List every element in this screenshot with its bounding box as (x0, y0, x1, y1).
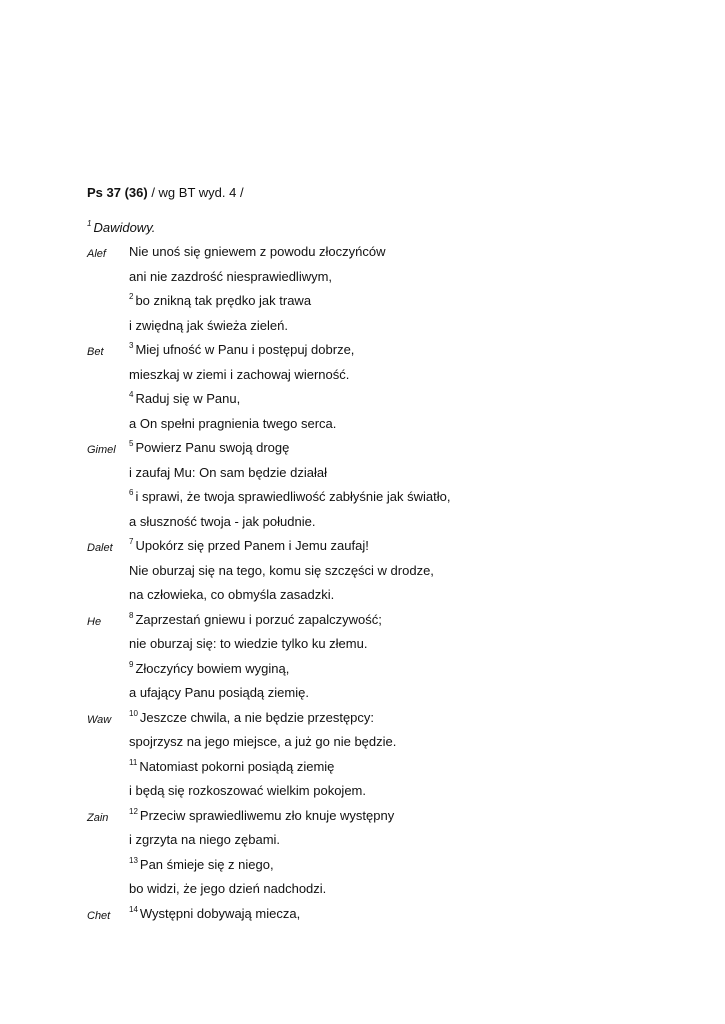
verse-line (0, 855, 725, 880)
hebrew-letter-label: Chet (87, 909, 111, 922)
verse-text (129, 267, 332, 287)
verse-text (129, 683, 309, 703)
hebrew-letter-label: Bet (87, 346, 104, 358)
verse-text (129, 438, 289, 458)
verse-text (129, 855, 274, 875)
verse-line-text: Natomiast pokorni posiądą ziemię (139, 758, 335, 774)
verse-number: 12 (129, 806, 138, 816)
verse-line-text: Miej ufność w Panu i postępuj dobrze, (135, 342, 355, 357)
verse-text (129, 365, 349, 385)
verse-line (0, 659, 725, 684)
verse-text (129, 904, 300, 924)
verse-line (0, 463, 725, 488)
verse-line (0, 806, 725, 831)
hebrew-letter-label: Waw (87, 713, 112, 726)
verse-line (0, 904, 725, 929)
verse-line-text: nie oburzaj się: to wiedzie tylko ku złemu. (129, 636, 368, 651)
verse-number: 14 (129, 904, 138, 914)
psalm-title-bold: Ps 37 (36) (87, 185, 148, 200)
verse-line-text: Raduj się w Panu, (135, 391, 241, 406)
verse-line (0, 585, 725, 610)
verse-line-text: i będą się rozkoszować wielkim pokojem. (129, 783, 366, 798)
psalm-intro (87, 218, 155, 238)
verse-number: 9 (129, 659, 134, 669)
verse-line-text: Upokórz się przed Panem i Jemu zaufaj! (135, 538, 369, 553)
verse-line (0, 389, 725, 414)
verse-text (129, 659, 289, 679)
verse-text (129, 634, 367, 654)
verse-line-text: Powierz Panu swoją drogę (135, 440, 290, 455)
verse-line (0, 757, 725, 782)
verse-number: 8 (129, 610, 134, 620)
verse-line-text: Zaprzestań gniewu i porzuć zapalczywość; (135, 611, 382, 627)
verse-line (0, 316, 725, 341)
verse-number: 3 (129, 341, 134, 350)
verse-line-text: mieszkaj w ziemi i zachowaj wierność. (129, 366, 350, 382)
verse-line-text: Występni dobywają miecza, (139, 905, 301, 921)
verse-line-text: na człowieka, co obmyśla zasadzki. (129, 587, 335, 602)
hebrew-letter-label: Dalet (87, 542, 113, 554)
verse-line (0, 732, 725, 757)
verse-text (129, 242, 386, 262)
verse-line (0, 561, 725, 586)
hebrew-letter-label: Gimel (87, 444, 116, 456)
verse-text (129, 512, 315, 532)
intro-text: Dawidowy. (93, 220, 156, 235)
verse-line (0, 414, 725, 439)
verse-line (0, 242, 725, 267)
verse-line (0, 291, 725, 316)
verse-line (0, 708, 725, 733)
verse-line-text: Nie unoś się gniewem z powodu złoczyńców (129, 244, 386, 259)
verse-text (129, 585, 334, 605)
verse-text (129, 389, 240, 409)
verse-line (0, 512, 725, 537)
hebrew-letter-label: Alef (87, 248, 106, 260)
verse-text (129, 291, 311, 311)
verse-line (0, 487, 725, 512)
verse-line-text: Przeciw sprawiedliwemu zło knuje występny (139, 807, 395, 823)
verse-line (0, 267, 725, 292)
verse-text (129, 561, 434, 581)
verse-line-text: Pan śmieje się z niego, (139, 856, 274, 872)
verse-line-text: spojrzysz na jego miejsce, a już go nie będzie. (129, 734, 397, 749)
verse-line-text: i zgrzyta na niego zębami. (129, 832, 281, 847)
verse-text (129, 879, 326, 899)
verse-text (129, 830, 280, 850)
verse-list (0, 242, 725, 928)
verse-text (129, 463, 327, 483)
verse-line (0, 365, 725, 390)
verse-text (129, 487, 450, 507)
verse-text (129, 708, 374, 728)
verse-number: 4 (129, 390, 134, 399)
verse-number: 2 (129, 292, 134, 301)
verse-text (129, 781, 366, 801)
verse-number: 13 (129, 855, 138, 865)
verse-line-text: i sprawi, że twoja sprawiedliwość zabłyśnie jak światło, (135, 489, 451, 504)
verse-line (0, 610, 725, 635)
verse-line (0, 781, 725, 806)
verse-line-text: i zaufaj Mu: On sam będzie działał (129, 464, 327, 480)
verse-number: 7 (129, 537, 134, 546)
verse-number: 11 (129, 757, 138, 767)
verse-text (129, 414, 336, 434)
verse-text (129, 536, 369, 556)
verse-number: 5 (129, 439, 134, 448)
verse-line-text: bo znikną tak prędko jak trawa (135, 293, 312, 308)
verse-text (129, 806, 394, 826)
verse-line (0, 683, 725, 708)
verse-line (0, 634, 725, 659)
verse-line (0, 879, 725, 904)
verse-line-text: Złoczyńcy bowiem wyginą, (135, 660, 290, 676)
verse-number: 6 (129, 488, 134, 497)
verse-text (129, 316, 288, 336)
verse-line-text: a On spełni pragnienia twego serca. (129, 415, 337, 431)
hebrew-letter-label: He (87, 615, 102, 628)
verse-text (129, 340, 354, 360)
verse-line-text: i zwiędną jak świeża zieleń. (129, 317, 288, 333)
verse-line-text: ani nie zazdrość niesprawiedliwym, (129, 268, 333, 284)
verse-number: 10 (129, 708, 138, 718)
verse-text (129, 610, 382, 630)
hebrew-letter-label: Zain (87, 811, 109, 824)
verse-number: 1 (87, 219, 92, 228)
verse-line-text: Nie oburzaj się na tego, komu się szczęści w drodze, (129, 562, 434, 578)
verse-line (0, 340, 725, 365)
verse-line-text: a słuszność twoja - jak południe. (129, 513, 316, 529)
verse-line (0, 438, 725, 463)
psalm-title-rest: / wg BT wyd. 4 / (147, 185, 244, 200)
psalm-title (87, 183, 244, 203)
verse-line-text: bo widzi, że jego dzień nadchodzi. (129, 881, 327, 896)
verse-text (129, 732, 396, 752)
verse-line (0, 536, 725, 561)
verse-line-text: a ufający Panu posiądą ziemię. (129, 685, 309, 700)
verse-text (129, 757, 334, 777)
verse-line (0, 830, 725, 855)
verse-line-text: Jeszcze chwila, a nie będzie przestępcy: (139, 709, 375, 725)
